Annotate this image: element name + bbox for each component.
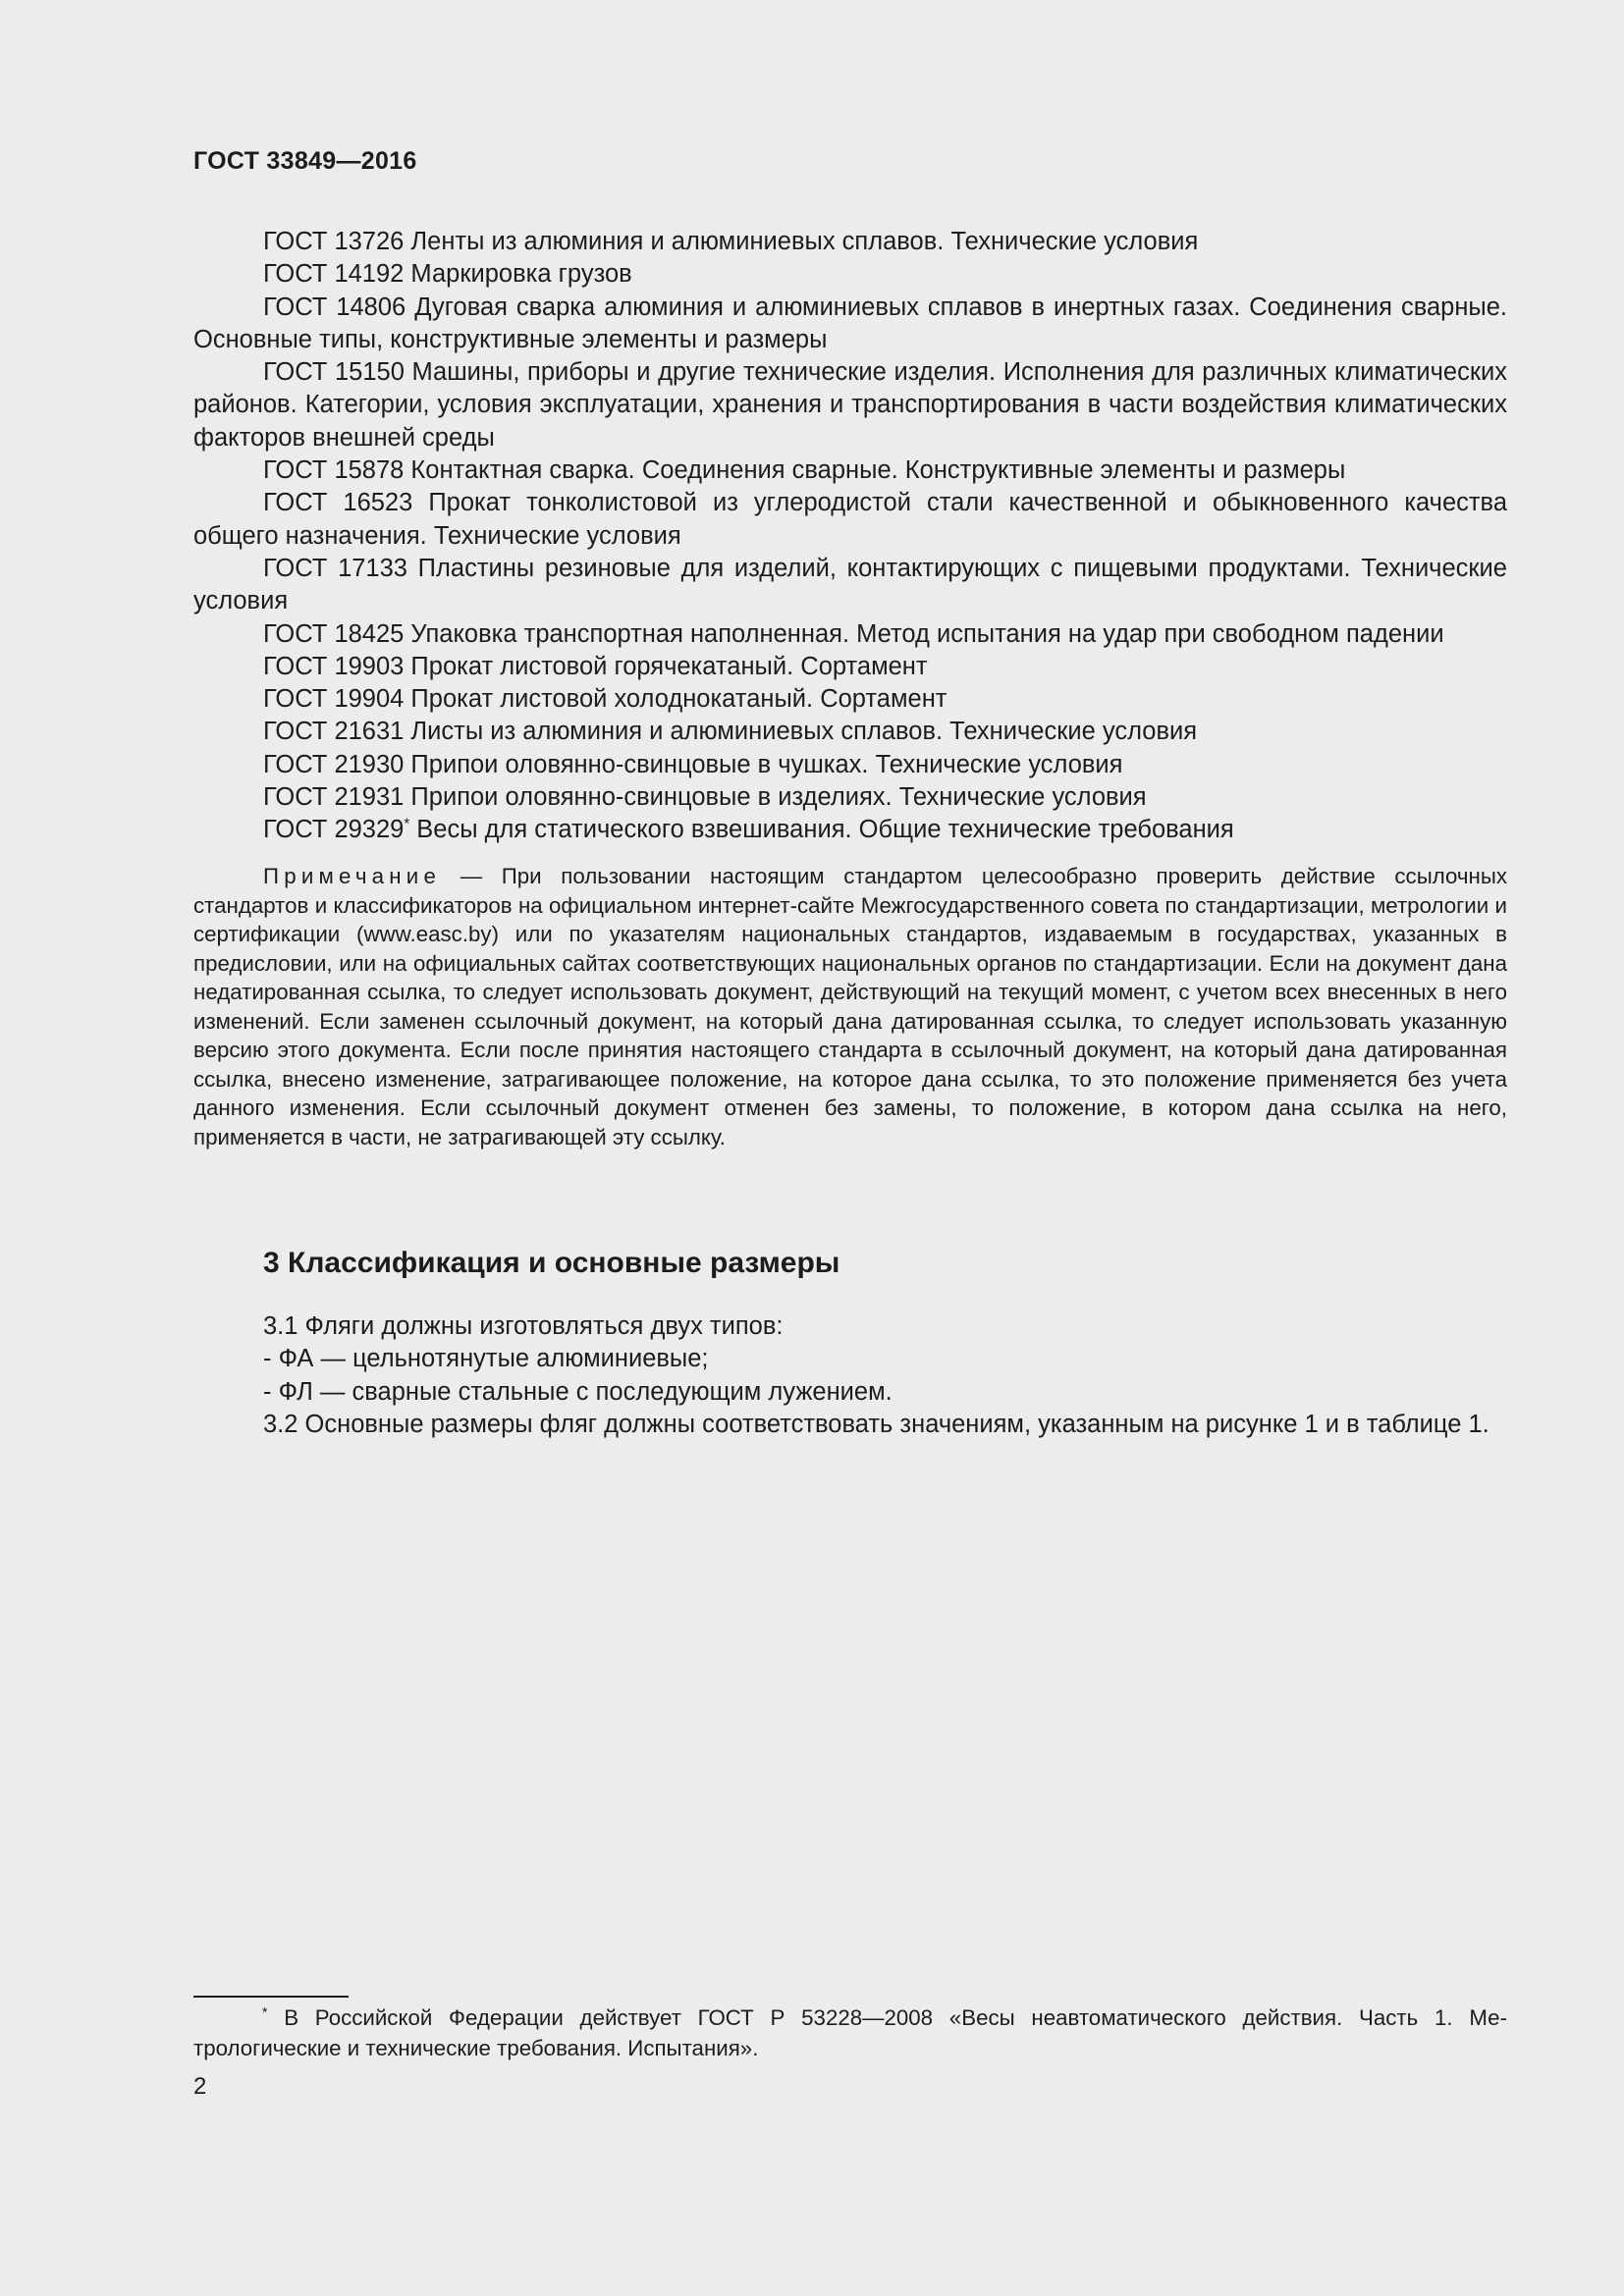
footnote-marker: * <box>262 2003 268 2020</box>
reference-item: ГОСТ 21631 Листы из алюминия и алюминиевых сплавов. Технические условия <box>263 718 1198 746</box>
reference-item: ГОСТ 15150 Машины, приборы и другие технические изделия. Исполнения для различных климатических районов. Категории, условия эксплуатации, хранения и транспортирования в части воздействия климатических факторов внешней среды <box>193 358 1507 452</box>
reference-item: ГОСТ 18425 Упаковка транспортная наполненная. Метод испытания на удар при свободном падении <box>263 619 1444 648</box>
footnote-marker: * <box>404 815 410 832</box>
footnote-separator <box>193 1996 349 1998</box>
section-heading: 3 Классификация и основные размеры <box>263 1247 840 1279</box>
footnote-text: В Российской Федерации действует ГОСТ Р 53228—2008 «Весы неавтоматического действия. Часть 1. Метрологические и технические требования. Испытания». <box>193 2005 1507 2060</box>
type-list-item: - ФЛ — сварные стальные с последующим лужением. <box>263 1377 893 1406</box>
clause-3-1: 3.1 Фляги должны изготовляться двух типов: <box>263 1312 784 1340</box>
reference-item-footnoted <box>193 814 1507 846</box>
normative-references <box>193 226 1507 847</box>
reference-item: ГОСТ 21930 Припои оловянно-свинцовые в чушках. Технические условия <box>263 750 1123 778</box>
reference-item: ГОСТ 14192 Маркировка грузов <box>263 260 632 289</box>
footnote <box>193 2002 1507 2063</box>
note-paragraph <box>193 862 1507 1151</box>
note-dash: — <box>441 864 502 888</box>
reference-item: ГОСТ 17133 Пластины резиновые для изделий, контактирующих с пищевыми продуктами. Технические условия <box>193 554 1507 615</box>
section-body <box>193 1310 1507 1441</box>
reference-item: ГОСТ 15878 Контактная сварка. Соединения сварные. Конструктивные элементы и размеры <box>263 456 1346 485</box>
reference-title: Весы для статического взвешивания. Общие технические требования <box>409 816 1234 844</box>
reference-item: ГОСТ 19903 Прокат листовой горячекатаный. Сортамент <box>263 652 928 680</box>
reference-item: ГОСТ 14806 Дуговая сварка алюминия и алюминиевых сплавов в инертных газах. Соединения сварные. Основные типы, конструктивные элементы и размеры <box>193 293 1507 353</box>
reference-item: ГОСТ 19904 Прокат листовой холоднокатаный. Сортамент <box>263 685 947 714</box>
reference-item: ГОСТ 16523 Прокат тонколистовой из углеродистой стали качественной и обыкновенного качества общего назначения. Технические условия <box>193 489 1507 550</box>
page-number: 2 <box>193 2073 207 2100</box>
reference-item: ГОСТ 13726 Ленты из алюминия и алюминиевых сплавов. Технические условия <box>263 228 1199 255</box>
document-header: ГОСТ 33849—2016 <box>193 147 417 175</box>
type-list-item: - ФА — цельнотянутые алюминиевые; <box>263 1345 709 1373</box>
clause-3-2: 3.2 Основные размеры фляг должны соответствовать значениям, указанным на рисунке 1 и в таблице 1. <box>263 1410 1489 1438</box>
reference-item: ГОСТ 21931 Припои оловянно-свинцовые в изделиях. Технические условия <box>263 783 1147 812</box>
note-text: При пользовании настоящим стандартом целесообразно проверить действие ссылочных стандартов и классификаторов на официальном интернет-сайте Межгосударственного совета по стандартизации, метрологии и сертификации (www.easc.by) или по указателям национальных стандартов, издаваемым в государствах, указанных в предисловии, или на официальных сайтах соответствующих национальных органов по стандартизации. Если на документ дана недатированная ссылка, то следует использовать документ, действующий на текущий момент, с учетом всех внесенных в него изменений. Если заменен ссылочный документ, на который дана датированная ссылка, то следует использовать указанную версию этого документа. Если после принятия настоящего стандарта в ссылочный документ, на который дана датированная ссылка, внесено изменение, затрагивающее положение, на которое дана ссылка, то это положение применяется без учета данного изменения. Если ссылочный документ отменен без замены, то положение, в котором дана ссылка на него, применяется в части, не затрагивающей эту ссылку. <box>193 864 1507 1149</box>
reference-code: ГОСТ 29329 <box>263 816 405 844</box>
note-label: Примечание <box>263 864 442 888</box>
